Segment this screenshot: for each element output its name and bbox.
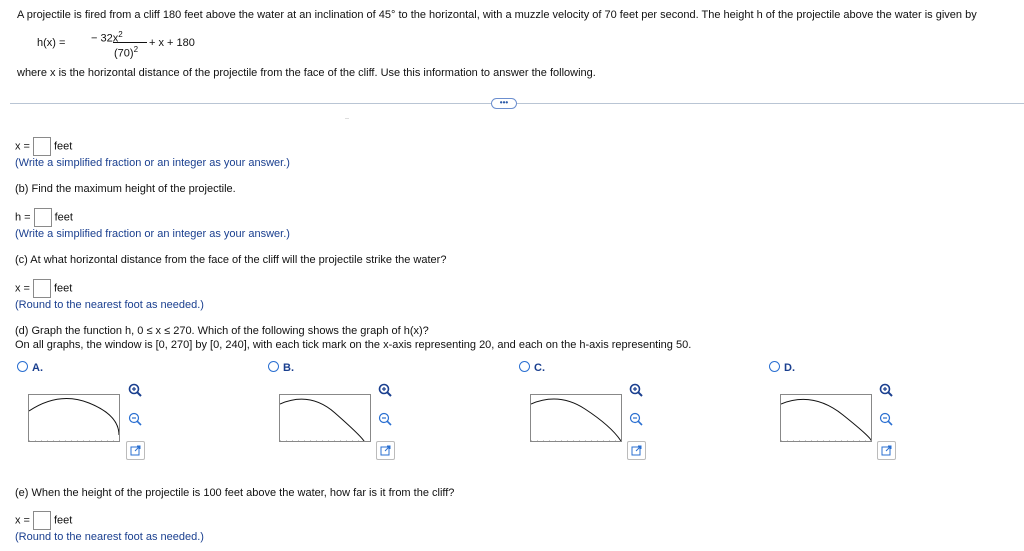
part-b-question: (b) Find the maximum height of the projectile. (15, 183, 236, 195)
option-d-label: D. (784, 362, 795, 374)
formula-rest: + x + 180 (149, 37, 195, 49)
part-c-unit: feet (53, 282, 73, 295)
problem-intro: A projectile is fired from a cliff 180 feet above the water at an inclination of 45° to the horizontal, with a muzzle velocity of 70 feet per second. The height h of the projectile above the water is given by (17, 9, 977, 21)
zoom-out-icon[interactable] (877, 410, 895, 428)
part-d-question: (d) Graph the function h, 0 ≤ x ≤ 270. Which of the following shows the graph of h(x)? (15, 325, 429, 337)
option-c-curve (531, 395, 621, 441)
option-c-label: C. (534, 362, 545, 374)
zoom-out-icon[interactable] (126, 410, 144, 428)
option-a-label: A. (32, 362, 43, 374)
part-a-hint: (Write a simplified fraction or an integer as your answer.) (15, 157, 290, 169)
option-b-curve (280, 395, 370, 441)
popout-icon[interactable] (376, 441, 395, 460)
popout-icon[interactable] (877, 441, 896, 460)
option-a-curve (29, 395, 119, 441)
part-b-answer-row (15, 208, 73, 227)
height-formula (37, 27, 197, 61)
part-a-unit: feet (53, 140, 73, 153)
part-b-answer-input[interactable] (34, 208, 52, 227)
part-c-answer-input[interactable] (33, 279, 51, 298)
zoom-out-icon[interactable] (627, 410, 645, 428)
part-e-var: x = (15, 514, 30, 527)
option-c-graph (530, 394, 622, 442)
part-b-var: h = (15, 211, 31, 224)
zoom-in-icon[interactable] (877, 381, 895, 399)
option-c[interactable] (519, 361, 545, 374)
popout-icon[interactable] (126, 441, 145, 460)
part-e-question: (e) When the height of the projectile is 100 feet above the water, how far is it from the cliff? (15, 487, 455, 499)
denominator-exponent: 2 (133, 45, 139, 54)
part-c-hint: (Round to the nearest foot as needed.) (15, 299, 204, 311)
numerator-exponent: 2 (118, 30, 123, 39)
part-e-unit: feet (53, 514, 73, 527)
part-d-window: On all graphs, the window is [0, 270] by [0, 240], with each tick mark on the x-axis representing 20, and each on the h-axis representing 50. (15, 339, 692, 351)
more-icon[interactable]: ••• (491, 98, 517, 109)
section-divider (10, 103, 1024, 104)
option-b[interactable] (268, 361, 294, 374)
formula-lhs: h(x) = (37, 37, 66, 49)
part-e-hint: (Round to the nearest foot as needed.) (15, 531, 204, 543)
option-d-curve (781, 395, 871, 441)
fraction-bar (113, 42, 147, 43)
formula-denominator (114, 45, 138, 60)
part-a-var: x = (15, 140, 30, 153)
option-c-radio[interactable] (519, 361, 530, 372)
zoom-in-icon[interactable] (627, 381, 645, 399)
option-a-graph (28, 394, 120, 442)
part-b-unit: feet (54, 211, 73, 224)
part-c-answer-row (15, 279, 72, 298)
option-a[interactable] (17, 361, 43, 374)
option-b-graph (279, 394, 371, 442)
denominator-text: (70) (114, 47, 134, 60)
part-b-hint: (Write a simplified fraction or an integer as your answer.) (15, 228, 290, 240)
faint-divider (345, 118, 349, 119)
option-d[interactable] (769, 361, 795, 374)
part-e-answer-input[interactable] (33, 511, 51, 530)
option-d-graph (780, 394, 872, 442)
option-d-radio[interactable] (769, 361, 780, 372)
problem-where: where x is the horizontal distance of the projectile from the face of the cliff. Use this information to answer the following. (17, 67, 596, 79)
option-a-radio[interactable] (17, 361, 28, 372)
popout-icon[interactable] (627, 441, 646, 460)
zoom-in-icon[interactable] (126, 381, 144, 399)
zoom-in-icon[interactable] (376, 381, 394, 399)
numerator-text: − 32x (91, 32, 119, 45)
part-c-var: x = (15, 282, 30, 295)
part-e-answer-row (15, 511, 72, 530)
zoom-out-icon[interactable] (376, 410, 394, 428)
part-a-answer-row (15, 137, 72, 156)
option-b-radio[interactable] (268, 361, 279, 372)
part-c-question: (c) At what horizontal distance from the face of the cliff will the projectile strike the water? (15, 254, 447, 266)
part-a-answer-input[interactable] (33, 137, 51, 156)
option-b-label: B. (283, 362, 294, 374)
